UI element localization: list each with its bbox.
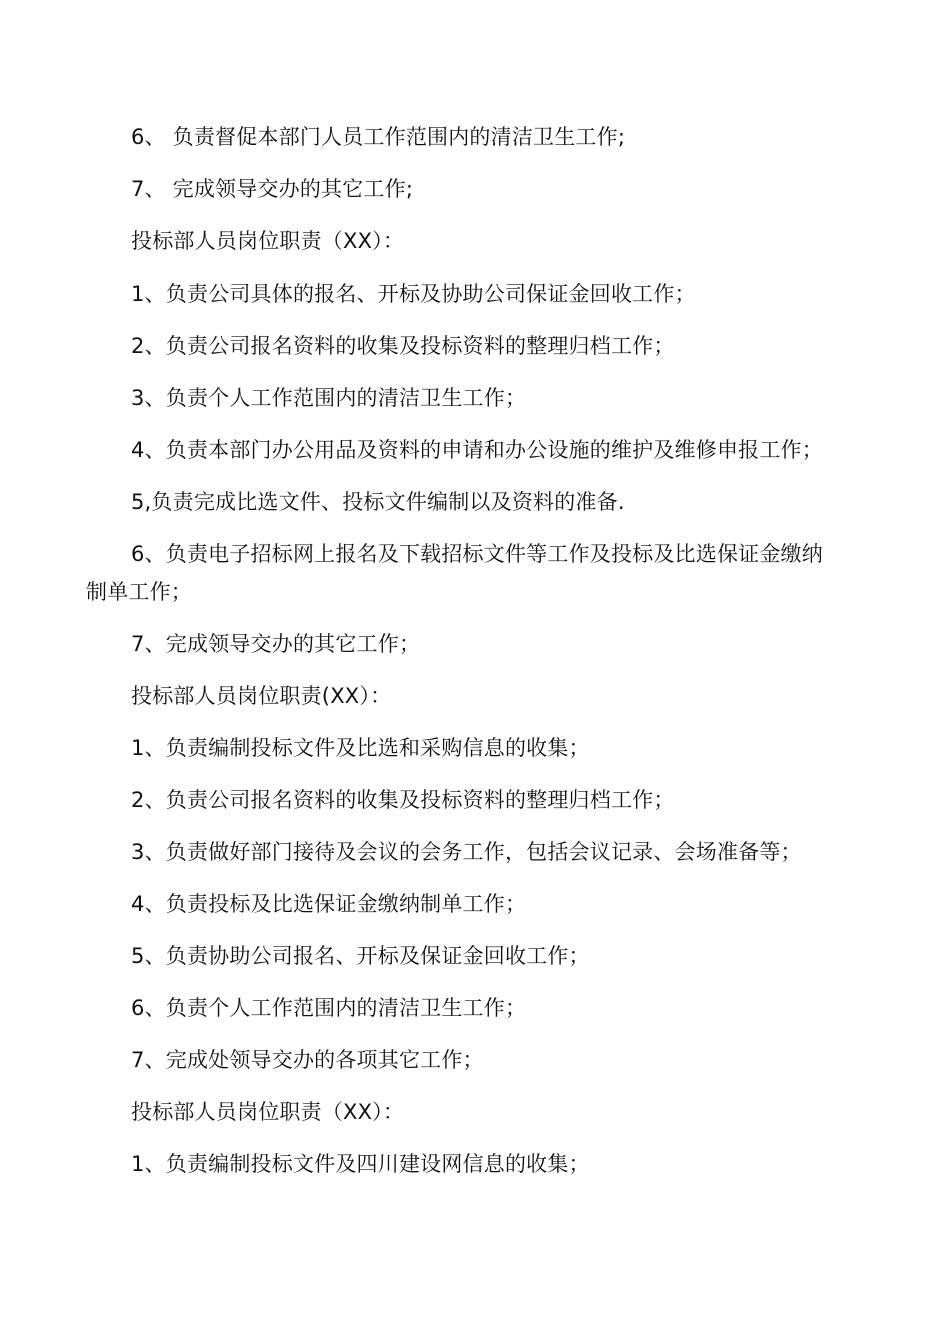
text-line: 2、负责公司报名资料的收集及投标资料的整理归档工作；	[131, 788, 675, 812]
text-line: 7、完成领导交办的其它工作；	[131, 632, 421, 656]
section-heading: 投标部人员岗位职责(XX）：	[131, 684, 392, 708]
text-line: 7、 完成领导交办的其它工作;	[131, 177, 414, 201]
text-line: 4、负责本部门办公用品及资料的申请和办公设施的维护及维修申报工作；	[131, 438, 823, 462]
text-line: 4、负责投标及比选保证金缴纳制单工作；	[131, 892, 527, 916]
text-line: 1、负责编制投标文件及四川建设网信息的收集；	[131, 1152, 590, 1176]
text-line: 7、完成处领导交办的各项其它工作；	[131, 1048, 484, 1072]
text-line: 5,负责完成比选文件、投标文件编制以及资料的准备.	[131, 490, 625, 514]
text-line: 1、负责公司具体的报名、开标及协助公司保证金回收工作；	[131, 282, 696, 306]
section-heading: 投标部人员岗位职责（XX）：	[131, 229, 405, 253]
text-line-continuation: 制单工作；	[86, 580, 192, 604]
text-line: 6、 负责督促本部门人员工作范围内的清洁卫生工作;	[131, 125, 626, 149]
text-line: 1、负责编制投标文件及比选和采购信息的收集；	[131, 736, 590, 760]
text-line: 6、负责个人工作范围内的清洁卫生工作；	[131, 996, 527, 1020]
text-line: 3、负责做好部门接待及会议的会务工作，包括会议记录、会场准备等；	[131, 840, 802, 864]
text-line: 6、负责电子招标网上报名及下载招标文件等工作及投标及比选保证金缴纳	[131, 542, 823, 566]
text-line: 5、负责协助公司报名、开标及保证金回收工作；	[131, 944, 590, 968]
text-line: 2、负责公司报名资料的收集及投标资料的整理归档工作；	[131, 334, 675, 358]
text-line: 3、负责个人工作范围内的清洁卫生工作；	[131, 386, 527, 410]
section-heading: 投标部人员岗位职责（XX）：	[131, 1100, 405, 1124]
